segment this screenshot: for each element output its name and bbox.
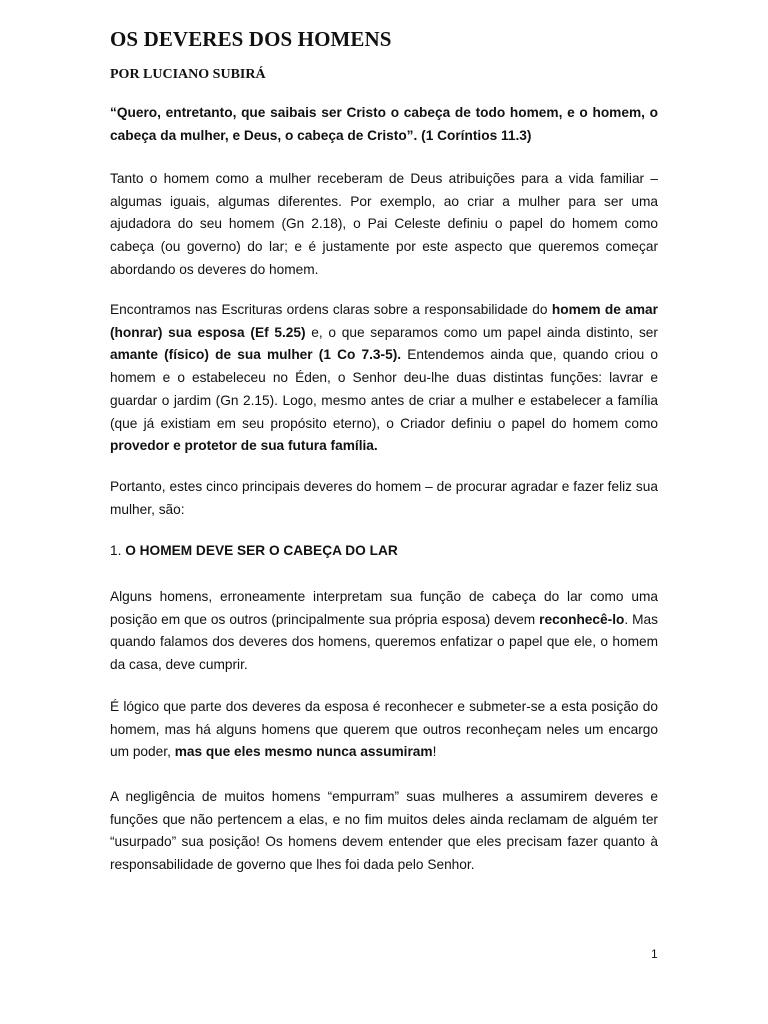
document-title: OS DEVERES DOS HOMENS	[110, 27, 392, 51]
section-title: O HOMEM DEVE SER O CABEÇA DO LAR	[125, 543, 398, 558]
text-run: Encontramos nas Escrituras ordens claras sobre a responsabilidade do	[110, 302, 552, 317]
section-heading	[110, 543, 398, 558]
emphasis-text: amante (físico) de sua mulher (1 Co 7.3-5).	[110, 347, 402, 363]
paragraph-duties-intro: Portanto, estes cinco principais deveres do homem – de procurar agradar e fazer feliz sua mulher, são:	[110, 479, 658, 517]
text-run: e, o que separamos como um papel ainda distinto, ser	[305, 324, 658, 340]
section-number: 1.	[110, 543, 126, 558]
emphasis-text: homem de amar (honrar) sua esposa (Ef 5.25)	[110, 302, 658, 340]
emphasis-text: mas que eles mesmo nunca assumiram	[174, 744, 433, 760]
emphasis-text: provedor e protetor de sua futura família.	[110, 438, 378, 454]
text-run: Entendemos ainda que, quando criou o homem e o estabeleceu no Éden, o Senhor deu-lhe duas distintas funções: lavrar e guardar o jardim (Gn 2.15). Logo, mesmo antes de criar a mulher e estabelecer a família (que já existiam em seu propósito eterno), o Criador definiu o papel do homem como	[110, 347, 658, 431]
paragraph-wife-duties	[110, 696, 658, 764]
scripture-quote: “Quero, entretanto, que saibais ser Cristo o cabeça de todo homem, e o homem, o cabeça da mulher, e Deus, o cabeça de Cristo”. (1 Coríntios 11.3)	[110, 105, 658, 143]
text-run: !	[432, 744, 437, 760]
page-number: 1	[651, 947, 658, 961]
text-run: Alguns homens, erroneamente interpretam sua função de cabeça do lar como uma posição em que os outros (principalmente sua própria esposa) devem	[110, 589, 658, 627]
emphasis-text: reconhecê-lo	[539, 611, 625, 627]
paragraph-negligence: A negligência de muitos homens “empurram” suas mulheres a assumirem deveres e funções que não pertencem a elas, e no fim muitos deles ainda reclamam de alguém ter “usurpado” sua posição! Os homens devem entender que eles precisam fazer quanto à responsabilidade de governo que lhes foi dada pelo Senhor.	[110, 789, 658, 873]
paragraph-head-of-home	[110, 586, 658, 677]
author-byline: POR LUCIANO SUBIRÁ	[110, 67, 266, 82]
paragraph-scriptures	[110, 299, 658, 458]
text-run: . Mas quando falamos dos deveres dos homens, queremos enfatizar o papel que ele, o homem da casa, deve cumprir.	[110, 611, 658, 673]
paragraph-intro: Tanto o homem como a mulher receberam de Deus atribuições para a vida familiar – algumas iguais, algumas diferentes. Por exemplo, ao criar a mulher para ser uma ajudadora do seu homem (Gn 2.18), o Pai Celeste definiu o papel do homem como cabeça (ou governo) do lar; e é justamente por este aspecto que queremos começar abordando os deveres do homem.	[110, 171, 658, 277]
text-run: É lógico que parte dos deveres da esposa é reconhecer e submeter-se a esta posição do homem, mas há alguns homens que querem que outros reconheçam neles um encargo um poder,	[110, 699, 658, 760]
